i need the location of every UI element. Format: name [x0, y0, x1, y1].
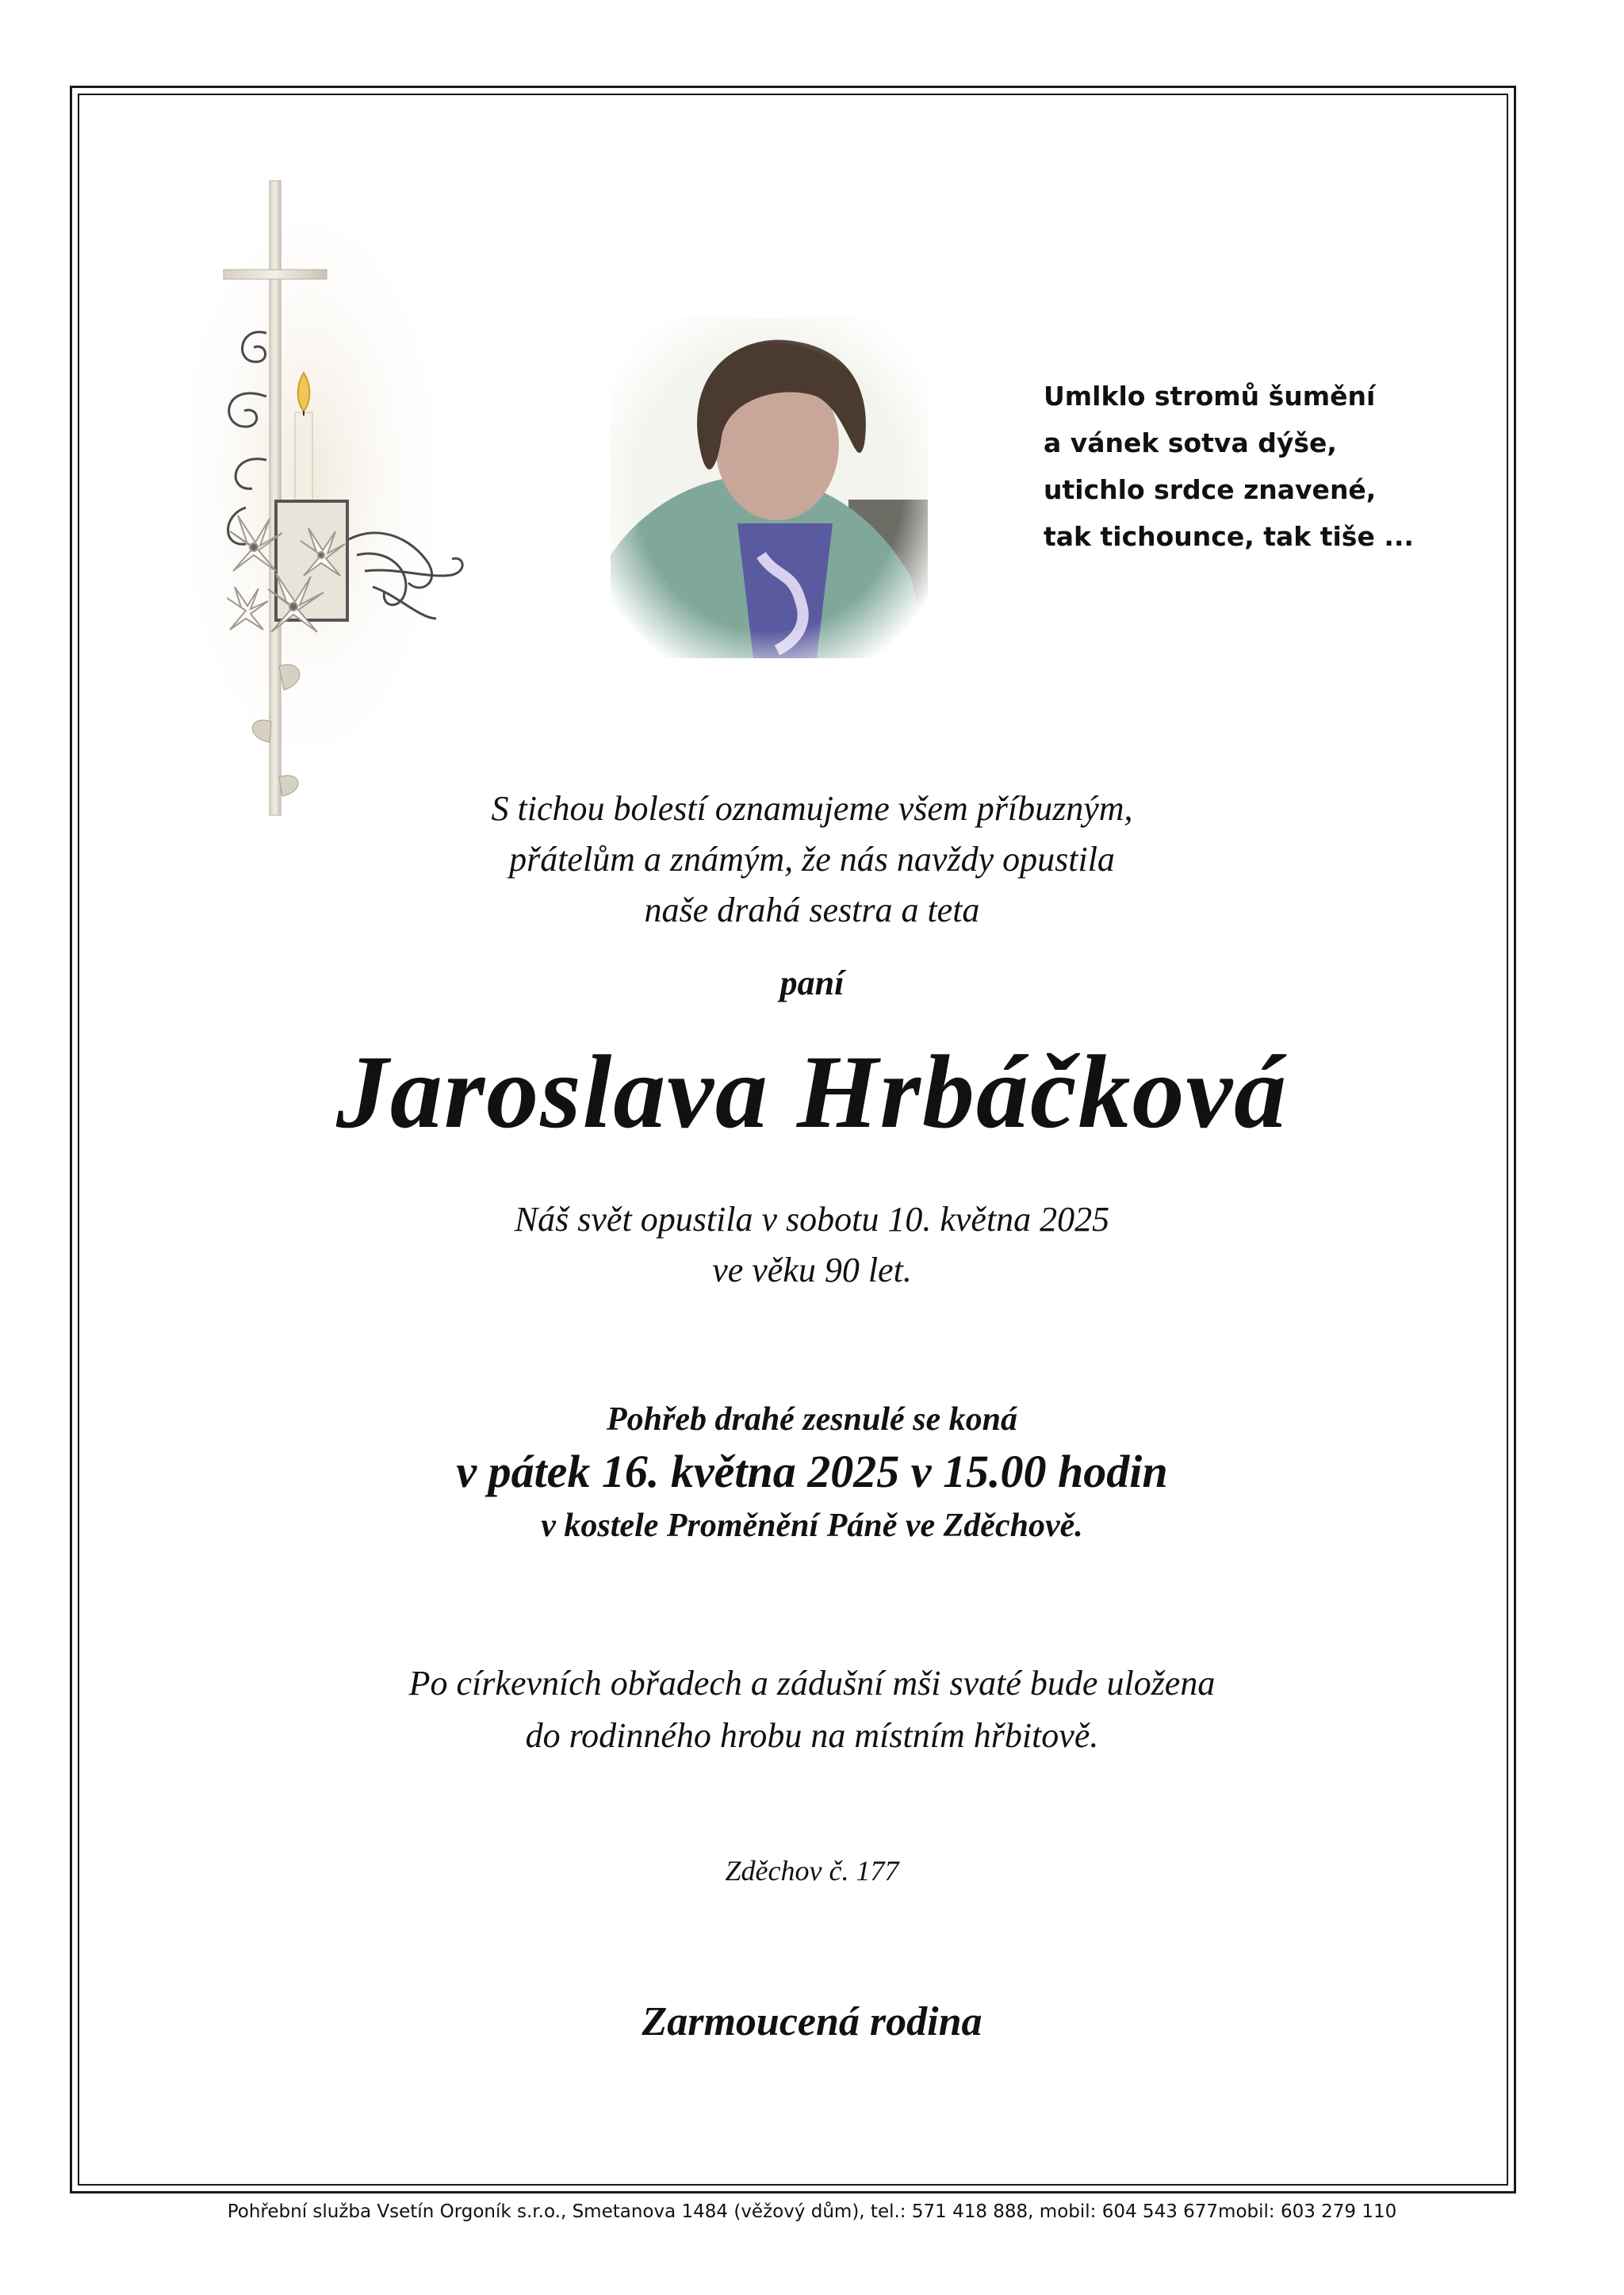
poem [1044, 373, 1456, 560]
death-info [0, 1194, 1624, 1296]
burial-line: Po církevních obřadech a zádušní mši svaté bude uložena [408, 1664, 1216, 1703]
announcement-line: přátelům a známým, že nás navždy opustila [509, 840, 1115, 879]
cross-candle-lilies-illustration [190, 174, 508, 833]
signature: Zarmoucená rodina [642, 1999, 982, 2044]
burial-line: do rodinného hrobu na místním hřbitově. [525, 1716, 1099, 1755]
funeral-datetime: v pátek 16. května 2025 v 15.00 hodin [456, 1446, 1168, 1497]
poem-line: tak tichounce, tak tiše ... [1044, 521, 1414, 552]
funeral-place: v kostele Proměnění Páně ve Zděchově. [541, 1508, 1083, 1544]
portrait-photo [611, 317, 928, 658]
death-line: Náš svět opustila v sobotu 10. května 2025 [514, 1200, 1110, 1239]
title-prefix: paní [779, 964, 845, 1002]
poem-line: Umlklo stromů šumění [1044, 381, 1376, 412]
poem-line: utichlo srdce znavené, [1044, 474, 1377, 505]
announcement [0, 784, 1624, 936]
announcement-line: naše drahá sestra a teta [644, 891, 980, 929]
burial-info [0, 1657, 1624, 1762]
footer-funeral-service: Pohřební služba Vsetín Orgoník s.r.o., Smetanova 1484 (věžový dům), tel.: 571 418 888, mobil: 604 543 677mobil: 603 279 110 [227, 2201, 1397, 2222]
funeral-intro: Pohřeb drahé zesnulé se koná [606, 1401, 1018, 1438]
deceased-name: Jaroslava Hrbáčková [335, 1033, 1289, 1150]
poem-line: a vánek sotva dýše, [1044, 427, 1337, 458]
announcement-line: S tichou bolestí oznamujeme všem příbuzným, [491, 789, 1133, 828]
death-line: ve věku 90 let. [712, 1251, 912, 1289]
address: Zděchov č. 177 [725, 1855, 899, 1887]
